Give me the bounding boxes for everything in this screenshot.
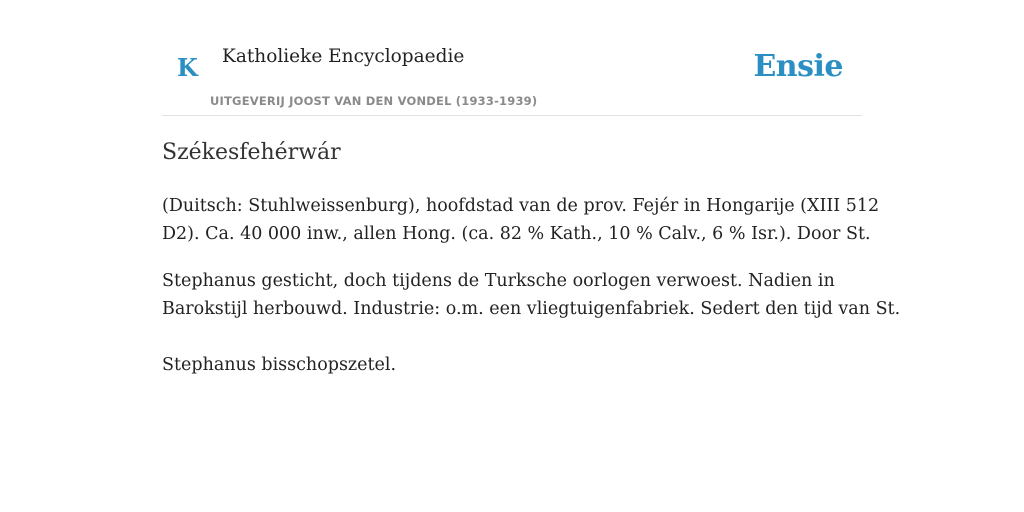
entry-paragraph	[162, 192, 880, 248]
entry-paragraph	[162, 267, 901, 323]
entry-paragraph	[162, 351, 862, 379]
paragraph-line: Barokstijl herbouwd. Industrie: o.m. een vliegtuigenfabriek. Sedert den tijd van St.	[162, 299, 901, 319]
entry-title: Székesfehérwár	[162, 140, 341, 165]
paragraph-line: (Duitsch: Stuhlweissenburg), hoofdstad van de prov. Fejér in Hongarije (XIII 512	[162, 196, 880, 216]
publisher-label: UITGEVERIJ JOOST VAN DEN VONDEL (1933-1939)	[210, 94, 538, 108]
paragraph-line: Stephanus bisschopszetel.	[162, 355, 397, 375]
paragraph-line: D2). Ca. 40 000 inw., allen Hong. (ca. 82 % Kath., 10 % Calv., 6 % Isr.). Door St.	[162, 224, 871, 244]
header	[162, 36, 862, 116]
ensie-brand-logo[interactable]: Ensie	[753, 49, 843, 84]
paragraph-line: Stephanus gesticht, doch tijdens de Turksche oorlogen verwoest. Nadien in	[162, 271, 835, 291]
encyclopedia-logo-icon[interactable]: K	[177, 53, 198, 82]
encyclopedia-title-link[interactable]: Katholieke Encyclopaedie	[222, 46, 465, 67]
